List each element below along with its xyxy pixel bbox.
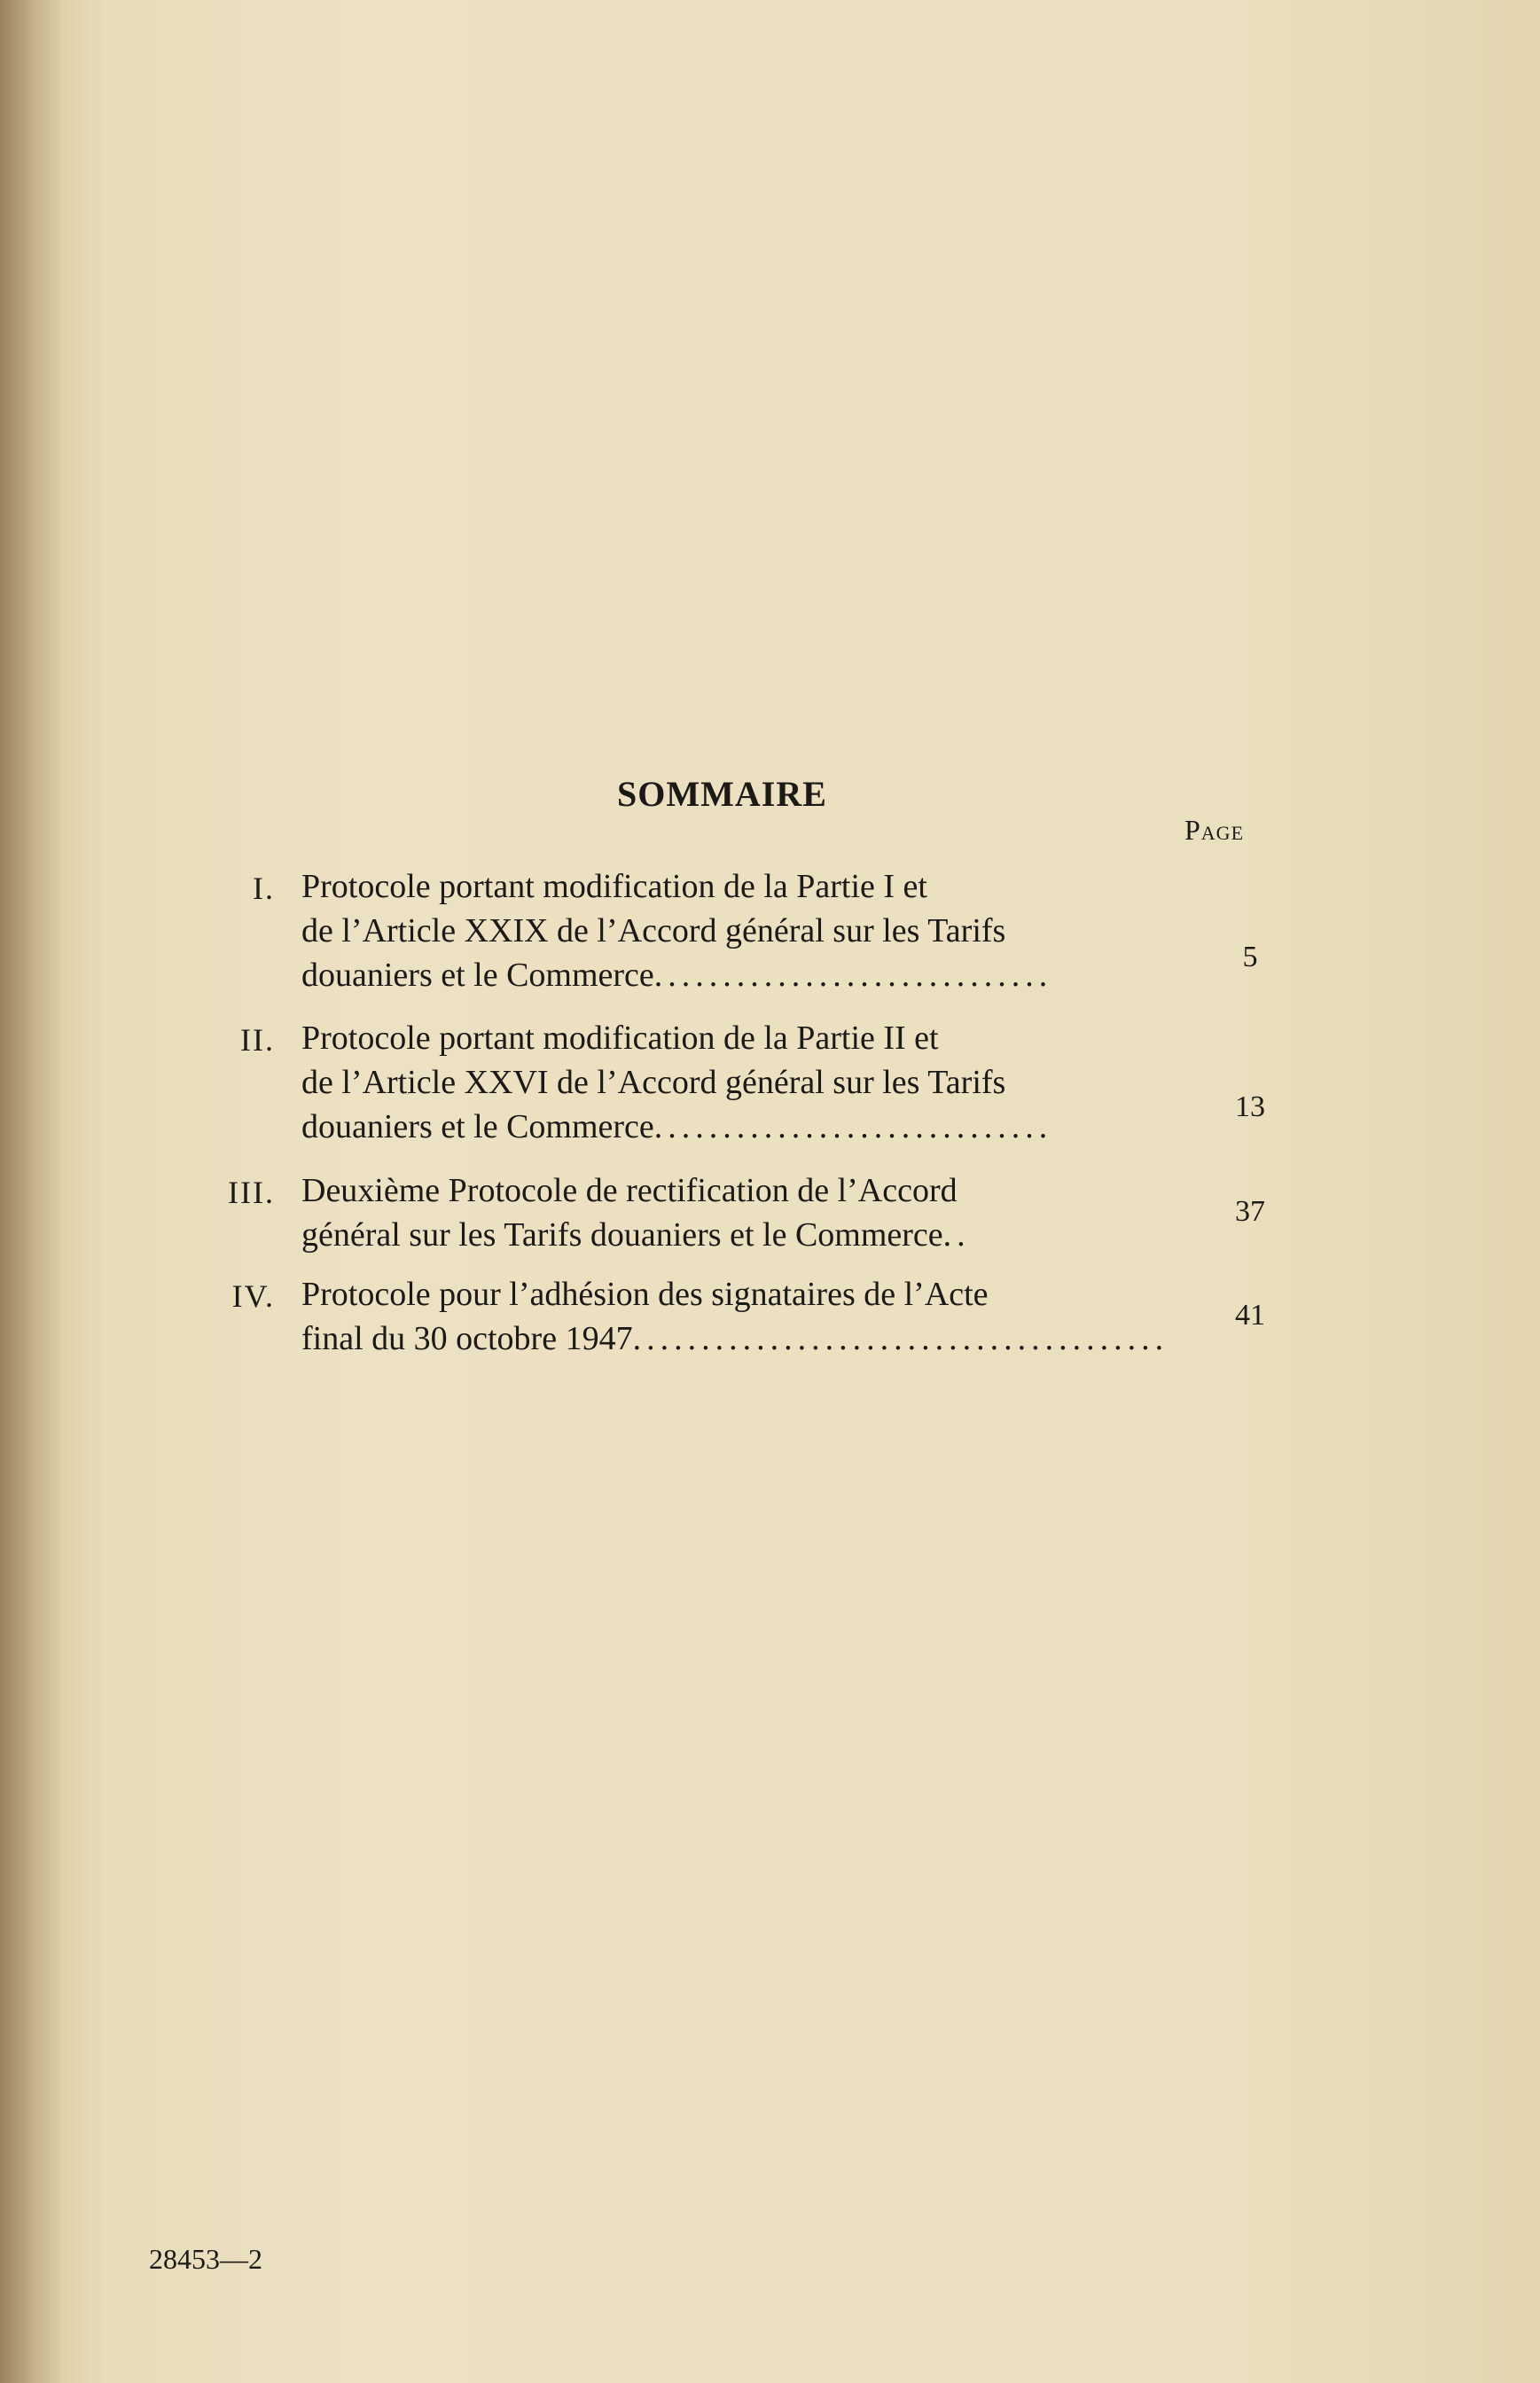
entry-title [301, 1168, 1161, 1257]
entry-number: I. [253, 871, 275, 906]
entry-number: III. [228, 1175, 275, 1210]
entry-number: IV. [231, 1278, 275, 1314]
entry-title-line: de l’Article XXVI de l’Accord général sur les Tarifs [301, 1064, 1006, 1101]
page-binding-shadow [0, 0, 62, 2383]
leader-dots: ....................................... [632, 1320, 1169, 1357]
entry-number: II. [240, 1022, 275, 1058]
entry-title-line: de l’Article XXIX de l’Accord général sur les Tarifs [301, 912, 1006, 949]
entry-title-line: Protocole portant modification de la Partie II et [301, 1020, 939, 1057]
leader-dots: ............................. [653, 1108, 1053, 1145]
entry-title-line-last: général sur les Tarifs douaniers et le Commerce.. [301, 1216, 971, 1254]
leader-dots: .. [942, 1216, 971, 1254]
entry-title [301, 864, 1161, 997]
entry-title [301, 1016, 1161, 1149]
entry-title-line: Protocole pour l’adhésion des signataires de l’Acte [301, 1276, 989, 1313]
entry-page-number: 5 [1242, 941, 1258, 973]
entry-page-number: 13 [1235, 1090, 1265, 1123]
entry-title-line: Protocole portant modification de la Partie I et [301, 868, 927, 905]
entry-title-line-last: final du 30 octobre 1947....................................... [301, 1320, 1169, 1357]
printer-code: 28453—2 [149, 2243, 262, 2275]
entry-title-line-last: douaniers et le Commerce............................. [301, 957, 1053, 994]
entry-page-number: 37 [1235, 1195, 1265, 1228]
entry-title [301, 1272, 1169, 1361]
entry-page-number: 41 [1235, 1299, 1265, 1332]
leader-dots: ............................. [653, 957, 1053, 994]
entry-title-line-last: douaniers et le Commerce............................. [301, 1108, 1053, 1145]
entry-title-line: Deuxième Protocole de rectification de l’Accord [301, 1172, 958, 1209]
toc-title: SOMMAIRE [617, 774, 827, 814]
page-column-header: Page [1184, 814, 1245, 846]
